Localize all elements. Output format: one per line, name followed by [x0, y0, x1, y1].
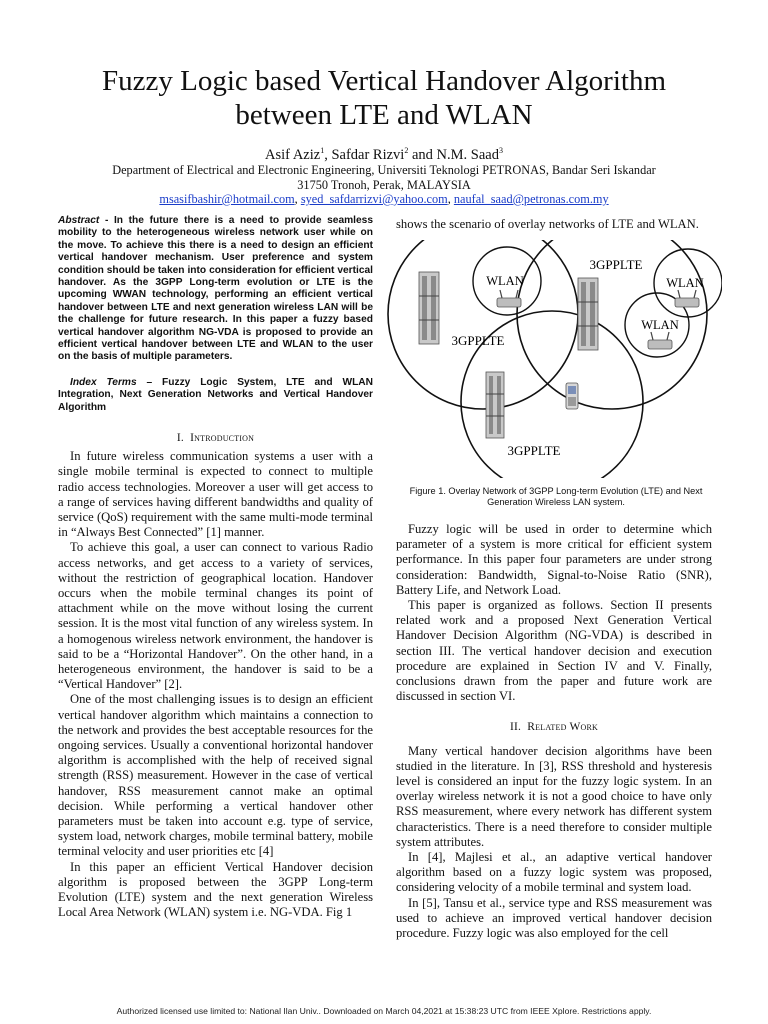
author-line: Asif Aziz$^1$, Safdar Rizvi$^2$ and N.M. Saad$^3$ [265, 146, 503, 163]
abstract-text: - In the future there is a need to provide seamless mobility to the heterogeneous wireless network user while on the move. To achieve this there is a need to design an efficient vertical handover mechanism. User preference and system condition should be taken into consideration for efficient vertical handover. As the 3GPP Long-term evolution or LTE is the upcoming WWAN technology, performing an efficient vertical handover between LTE and next generation wireless LAN will be the challenge for future research. In this paper a fuzzy based vertical handover algorithm NG-VDA is proposed to provide an efficient vertical handover between LTE and WLAN to the user on the basis of multiple parameters. [58, 215, 373, 363]
index-terms [58, 377, 373, 414]
abstract-label: Abstract [58, 215, 100, 226]
wlan-label-3: WLAN [641, 318, 679, 332]
affiliation: Department of Electrical and Electronic Engineering, Universiti Teknologi PETRONAS, Bandar Seri Iskandar 31750 Tronoh, Perak, MALAYSIA [112, 163, 656, 192]
index-terms-text: – Fuzzy Logic System, LTE and WLAN Integration, Next Generation Networks and Vertical Handover Algorithm [58, 376, 374, 413]
wlan-label-1: WLAN [486, 274, 524, 288]
ieee-footer-notice: Authorized licensed use limited to: National Ilan Univ.. Downloaded on March 04,2021 at 15:38:23 UTC from IEEE Xplore. Restrictions apply. [116, 1006, 652, 1016]
author-emails: msasifbashir@hotmail.com, syed_safdarrizvi@yahoo.com, naufal_saad@petronas.com.my [159, 192, 609, 206]
author-3: and N.M. Saad [408, 146, 499, 163]
lte-coverage-circle-left [388, 240, 578, 409]
introduction-body [58, 449, 373, 920]
mobile-terminal-icon [566, 383, 578, 409]
base-station-icon [486, 372, 504, 438]
abstract [58, 215, 373, 364]
paragraph: In [4], Majlesi et al., an adaptive vertical handover algorithm based on a fuzzy logic system was proposed, considering velocity of a mobile terminal and system load. [396, 850, 712, 895]
paragraph: Fuzzy logic will be used in order to determine which parameter of a system is more critical for efficient system performance. In this paper four parameters are under strong consideration: Bandwidth, Signal-to-Noise Ratio (SNR), Battery Life, and Network Load. [396, 522, 712, 597]
lte-label-bottom: 3GPPLTE [507, 443, 561, 458]
access-point-icon [675, 290, 699, 307]
email-link-1[interactable]: msasifbashir@hotmail.com [159, 192, 295, 206]
section-heading-related-work: II. Related Work [510, 721, 598, 734]
right-column-body [396, 522, 712, 941]
paragraph: This paper is organized as follows. Section II presents related work and a proposed Next Generation Vertical Handover Decision Algorithm (NG-VDA) is described in section III. The vertical handover decision and execution procedure are explained in Section IV and V. Finally, conclusions drawn from the paper and future work are discussed in section VI. [396, 598, 712, 704]
wlan-label-2: WLAN [666, 276, 704, 290]
right-column-intro-line: shows the scenario of overlay networks of LTE and WLAN. [396, 217, 699, 231]
author-2: , Safdar Rizvi [324, 146, 405, 163]
paragraph: Many vertical handover decision algorithms have been studied in the literature. In [3], RSS threshold and hysteresis level is considered an input for the fuzzy logic system. In an overlay wireless network it is not a good choice to have only RSS measurement, where every network has different system characteristics. There is a need therefore to consider multiple system attributes. [396, 743, 712, 849]
email-link-3[interactable]: naufal_saad@petronas.com.my [453, 192, 609, 206]
index-terms-label: Index Terms [70, 376, 137, 388]
email-link-2[interactable]: syed_safdarrizvi@yahoo.com [300, 192, 448, 206]
paragraph: In [5], Tansu et al., service type and RSS measurement was used to achieve an improved vertical handover decision procedure. Fuzzy logic was also employed for the cell [396, 895, 712, 941]
figure-1-caption: Figure 1. Overlay Network of 3GPP Long-term Evolution (LTE) and Next Generation Wireless LAN system. [409, 486, 703, 507]
access-point-icon [648, 332, 672, 349]
base-station-icon [419, 272, 439, 344]
author-1: Asif Aziz [265, 146, 321, 163]
left-column [58, 215, 373, 920]
paragraph: To achieve this goal, a user can connect to various Radio access networks, and get access to a variety of services, without the restriction of geographical location. Handover occurs when the mobile terminal changes its point of attachment while on the move without losing the current session. It is the most vital function of any wireless system. In a homogenous wireless network environment, the handover is said to be a “Horizontal Handover”. On the other hand, in a heterogeneous environment, the handover is said to be a “Vertical Handover” [2]. [58, 540, 373, 692]
section-heading-introduction: I. Introduction [176, 432, 255, 445]
lte-label-right: 3GPPLTE [589, 257, 643, 272]
title-line-1: Fuzzy Logic based Vertical Handover Algorithm [101, 65, 666, 97]
paper-title [0, 64, 768, 132]
lte-label-left: 3GPPLTE [451, 333, 505, 348]
paragraph: One of the most challenging issues is to design an efficient vertical handover algorithm which maintains a connection to the network and provides the best acceptable resources for the ongoing services. Usually a conventional horizontal handover algorithm is accomplished with the help of received signal strength (RSS) measurement. However in the case of vertical handover, RSS measurement cannot make an optimal decision. While performing a vertical handover other parameters must be taken into account e.g. type of service, system load, network charges, mobile terminal battery, mobile terminal velocity and user priorities etc [4] [58, 692, 373, 859]
access-point-icon [497, 290, 521, 307]
paragraph: In future wireless communication systems a user with a single mobile terminal is expected to connect to multiple radio access technologies. Moreover a user will get access to a range of services having different bandwidths and quality of service (QoS) requirement with the same multi-mode terminal in “Always Best Connected” [1] manner. [58, 449, 373, 540]
title-line-2: between LTE and WLAN [235, 99, 533, 131]
base-station-icon [578, 278, 598, 350]
figure-1-overlay-network [386, 240, 722, 478]
paragraph: In this paper an efficient Vertical Handover decision algorithm is proposed between the 3GPP Long-term Evolution (LTE) system and the next generation Wireless Local Area Network (WLAN) system i.e. NG-VDA. Fig 1 [58, 859, 373, 920]
